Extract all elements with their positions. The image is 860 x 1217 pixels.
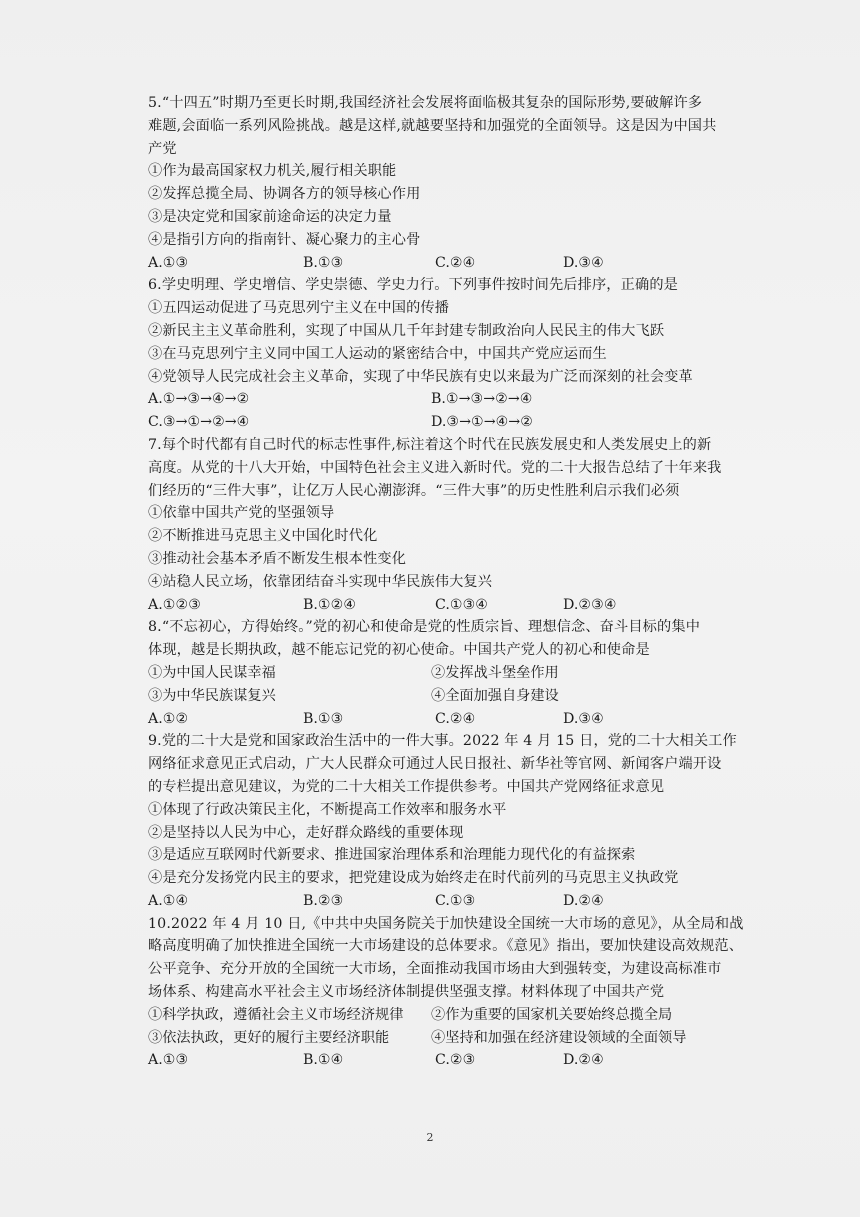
question-stem-line: 场体系、构建高水平社会主义市场经济体制提供坚强支撑。材料体现了中国共产党 xyxy=(148,984,665,1001)
question-stem-line: 的专栏提出意见建议，为党的二十大相关工作提供参考。中国共产党网络征求意见 xyxy=(148,778,665,795)
statement-item: ①科学执政，遵循社会主义市场经济规律 xyxy=(148,1006,404,1023)
answer-option[interactable]: D.③④ xyxy=(563,710,604,727)
answer-option[interactable]: B.①④ xyxy=(303,1052,344,1069)
page-number: 2 xyxy=(426,1131,434,1144)
statement-item: ③是决定党和国家前途命运的决定力量 xyxy=(148,208,392,225)
answer-option[interactable]: D.③→①→④→② xyxy=(431,414,533,431)
question-list xyxy=(148,92,744,1072)
question-block xyxy=(148,434,722,616)
answer-option[interactable]: A.①③ xyxy=(148,1052,189,1069)
statement-row xyxy=(148,1027,708,1050)
answer-option[interactable]: A.①② xyxy=(148,710,189,727)
answer-option[interactable]: B.①③ xyxy=(303,254,344,271)
question-stem-line: 10.2022 年 4 月 10 日,《中共中央国务院关于加快建设全国统一大市场的意见》，从全局和战 xyxy=(148,915,744,932)
question-stem-line: 8.“不忘初心，方得始终。”党的初心和使命是党的性质宗旨、理想信念、奋斗目标的集中 xyxy=(148,619,701,636)
statement-item: ①五四运动促进了马克思列宁主义在中国的传播 xyxy=(148,300,450,317)
statement-item: ③依法执政，更好的履行主要经济职能 xyxy=(148,1029,390,1046)
answer-option[interactable]: D.②④ xyxy=(563,892,604,909)
question-block xyxy=(148,616,708,730)
answer-option[interactable]: C.①③④ xyxy=(435,596,489,613)
answer-options-row xyxy=(148,388,708,411)
question-stem-line: 体现，越是长期执政，越不能忘记党的初心使命。中国共产党人的初心和使命是 xyxy=(148,642,650,659)
statement-item: ④全面加强自身建设 xyxy=(431,687,559,704)
question-stem-line: 7.每个时代都有自己时代的标志性事件,标注着这个时代在民族发展史和人类发展史上的新 xyxy=(148,436,712,453)
answer-option[interactable]: D.②④ xyxy=(563,1052,604,1069)
statement-item: ①体现了行政决策民主化，不断提高工作效率和服务水平 xyxy=(148,801,507,818)
question-stem-line: 难题,会面临一系列风险挑战。越是这样,就越要坚持和加强党的全面领导。这是因为中国共 xyxy=(148,117,717,134)
statement-item: ①为中国人民谋幸福 xyxy=(148,664,276,681)
question-stem-line: 高度。从党的十八大开始，中国特色社会主义进入新时代。党的二十大报告总结了十年来我 xyxy=(148,459,722,476)
statement-item: ④坚持和加强在经济建设领域的全面领导 xyxy=(431,1029,687,1046)
question-stem-line: 5.“十四五”时期乃至更长时期,我国经济社会发展将面临极其复杂的国际形势,要破解许多 xyxy=(148,95,703,111)
statement-item: ③在马克思列宁主义同中国工人运动的紧密结合中，中国共产党应运而生 xyxy=(148,345,607,362)
question-stem-line: 9.党的二十大是党和国家政治生活中的一件大事。2022 年 4 月 15 日，党的二十大相关工作 xyxy=(148,733,737,750)
question-stem-line: 公平竞争、充分开放的全国统一大市场，全面推动我国市场由大到强转变，为建设高标准市 xyxy=(148,961,722,978)
answer-option[interactable]: A.①③ xyxy=(148,254,189,271)
answer-options-row xyxy=(148,252,708,275)
statement-item: ④是充分发扬党内民主的要求，把党建设成为始终走在时代前列的马克思主义执政党 xyxy=(148,870,679,887)
question-stem-line: 网络征求意见正式启动，广大人民群众可通过人民日报社、新华社等官网、新闻客户端开设 xyxy=(148,756,722,773)
answer-options-row xyxy=(148,594,708,617)
statement-item: ③是适应互联网时代新要求、推进国家治理体系和治理能力现代化的有益探索 xyxy=(148,847,636,864)
question-stem-line: 略高度明确了加快推进全国统一大市场建设的总体要求。《意见》指出，要加快建设高效规范、 xyxy=(148,938,744,955)
question-block xyxy=(148,92,717,274)
answer-option[interactable]: B.②③ xyxy=(303,892,344,909)
statement-row xyxy=(148,685,708,708)
statement-row xyxy=(148,662,708,685)
question-block xyxy=(148,274,708,434)
answer-options-row xyxy=(148,411,708,434)
statement-row xyxy=(148,1004,708,1027)
statement-item: ④站稳人民立场，依靠团结奋斗实现中华民族伟大复兴 xyxy=(148,573,493,590)
statement-item: ②发挥战斗堡垒作用 xyxy=(431,664,559,681)
question-stem-line: 产党 xyxy=(148,140,177,157)
answer-option[interactable]: A.①④ xyxy=(148,892,189,909)
answer-option[interactable]: C.③→①→②→④ xyxy=(148,414,250,431)
statement-item: ②是坚持以人民为中心，走好群众路线的重要体现 xyxy=(148,824,464,841)
answer-option[interactable]: D.③④ xyxy=(563,254,604,271)
answer-options-row xyxy=(148,1049,708,1072)
statement-item: ②发挥总揽全局、协调各方的领导核心作用 xyxy=(148,186,421,203)
answer-option[interactable]: B.①→③→②→④ xyxy=(431,391,533,408)
statement-item: ④是指引方向的指南针、凝心聚力的主心骨 xyxy=(148,231,421,248)
answer-option[interactable]: C.②③ xyxy=(435,1052,476,1069)
answer-options-row xyxy=(148,890,708,913)
statement-item: ①依靠中国共产党的坚强领导 xyxy=(148,505,335,522)
answer-option[interactable]: A.①②③ xyxy=(148,596,201,613)
answer-option[interactable]: C.①③ xyxy=(435,892,476,909)
statement-item: ②作为重要的国家机关要始终总揽全局 xyxy=(431,1006,673,1023)
question-block xyxy=(148,913,744,1073)
answer-option[interactable]: C.②④ xyxy=(435,710,476,727)
answer-option[interactable]: D.②③④ xyxy=(563,596,617,613)
statement-item: ③为中华民族谋复兴 xyxy=(148,687,276,704)
answer-option[interactable]: A.①→③→④→② xyxy=(148,391,250,408)
statement-item: ④党领导人民完成社会主义革命，实现了中华民族有史以来最为广泛而深刻的社会变革 xyxy=(148,368,693,385)
statement-item: ①作为最高国家权力机关,履行相关职能 xyxy=(148,163,397,180)
question-block xyxy=(148,730,737,912)
answer-option[interactable]: B.①②④ xyxy=(303,596,357,613)
answer-option[interactable]: B.①③ xyxy=(303,710,344,727)
answer-option[interactable]: C.②④ xyxy=(435,254,476,271)
statement-item: ②不断推进马克思主义中国化时代化 xyxy=(148,528,378,545)
question-stem-line: 6.学史明理、学史增信、学史崇德、学史力行。下列事件按时间先后排序，正确的是 xyxy=(148,277,678,294)
statement-item: ③推动社会基本矛盾不断发生根本性变化 xyxy=(148,550,407,567)
question-stem-line: 们经历的“三件大事”，让亿万人民心潮澎湃。“三件大事”的历史性胜利启示我们必须 xyxy=(148,482,680,499)
answer-options-row xyxy=(148,708,708,731)
statement-item: ②新民主主义革命胜利，实现了中国从几千年封建专制政治向人民民主的伟大飞跃 xyxy=(148,322,665,339)
